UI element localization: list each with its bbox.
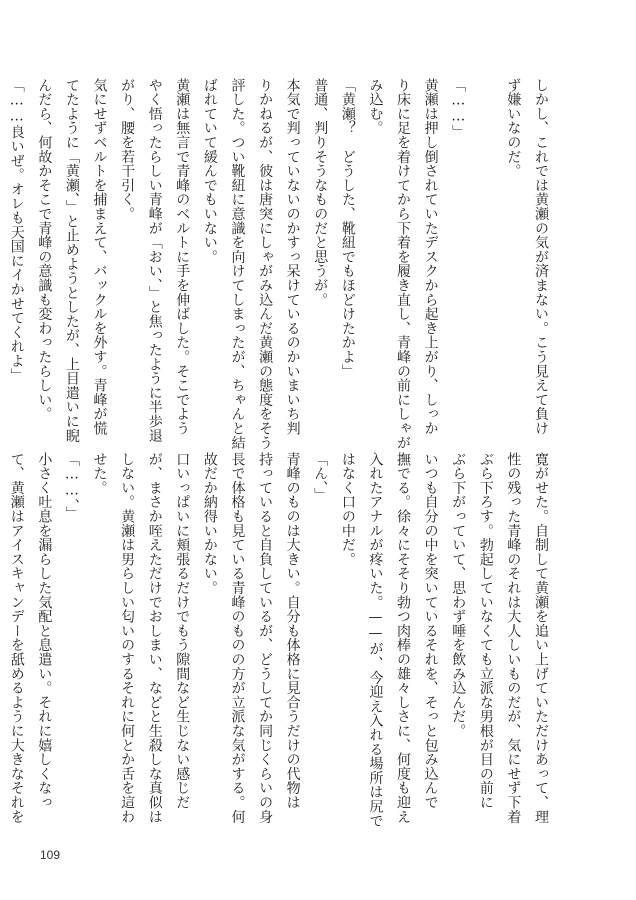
text-line: 評した。つい靴紐に意識を向けてしまったが、ちゃんと結 bbox=[229, 78, 246, 450]
page-number: 109 bbox=[40, 848, 61, 862]
text-line: ぶら下がっていて、思わず唾を飲み込んだ。 bbox=[450, 452, 467, 738]
text-line: ぶら下ろす。勃起していなくても立派な男根が目の前に bbox=[477, 452, 494, 810]
text-line: せた。 bbox=[91, 452, 108, 495]
text-line: 黄瀬は無言で青峰のベルトに手を伸ばした。そこでよう bbox=[174, 78, 191, 436]
text-line: て、黄瀬はアイスキャンデーを舐めるように大きなそれを bbox=[8, 452, 25, 824]
text-line: 青峰のものは大きい。自分も体格に見合うだけの代物は bbox=[284, 452, 301, 810]
text-line: 寛がせた。自制して黄瀬を追い上げていただけあって、理 bbox=[533, 452, 549, 824]
text-line: 本気で判っていないのかすっ呆けているのかいまいち判 bbox=[284, 78, 301, 436]
text-line: 「……、」 bbox=[63, 452, 80, 521]
text-line: やく悟ったらしい青峰が「おい、」と焦ったように半歩退 bbox=[146, 78, 163, 443]
text-line: いつも自分の中を突いているそれを、そっと包み込んで bbox=[422, 452, 439, 810]
text-line: しない。黄瀬は男らしい匂いのするそれに何とか舌を這わ bbox=[119, 452, 136, 824]
text-line: がり、腰を若干引く。 bbox=[119, 78, 136, 221]
text-line bbox=[471, 78, 499, 396]
text-line: 口いっぱいに頬張るだけでもう隙間など生じない感じだ bbox=[174, 452, 191, 810]
text-line: 「……良いぜ。オレも天国にイかせてくれよ」 bbox=[8, 78, 25, 383]
text-line: りかねるが、彼は唐突にしゃがみ込んだ黄瀬の態度をそう bbox=[257, 78, 274, 450]
text-line: 「黄瀬？ どうした、靴紐でもほどけたかよ」 bbox=[339, 78, 356, 379]
text-line: ず嫌いなのだ。 bbox=[505, 78, 522, 179]
text-line: 小さく吐息を漏らした気配と息遣い。それに嬉しくなっ bbox=[36, 452, 53, 810]
text-line: んだら、何故かそこで青峰の意識も変わったらしい。 bbox=[36, 78, 53, 422]
text-block-top bbox=[8, 78, 554, 450]
text-line: が、まさか咥えただけでおしまい、などと生殺しな真似は bbox=[146, 452, 163, 824]
text-line: 性の残った青峰のそれは大人しいものだが、気にせず下着 bbox=[505, 452, 522, 824]
text-line: てたように「黄瀬、」と止めようとしたが、上目遣いに睨 bbox=[63, 78, 80, 443]
text-line: 「……」 bbox=[450, 78, 467, 140]
text-line: 持っていると自負しているが、どうしてか同じくらいの身 bbox=[257, 452, 274, 824]
text-line: しかし、これでは黄瀬の気が済まない。こう見えて負け bbox=[533, 78, 549, 436]
text-line: 故だか納得いかない。 bbox=[201, 452, 218, 595]
text-line: 長で体格も見ている青峰のものの方が立派な気がする。何 bbox=[229, 452, 246, 824]
text-line: 普通、判りそうなものだと思うが。 bbox=[312, 78, 329, 307]
text-line: み込む。 bbox=[367, 78, 384, 136]
text-line: はなく口の中だ。 bbox=[339, 452, 356, 567]
text-line: 入れたアナルが疼いた。——が、今迎え入れる場所は尻で bbox=[367, 452, 384, 828]
text-line: ばれていて緩んでもいない。 bbox=[201, 78, 218, 264]
text-line: り床に足を着けてから下着を履き直し、青峰の前にしゃが bbox=[395, 78, 412, 450]
text-line: 「ん、」 bbox=[312, 452, 329, 503]
text-line bbox=[0, 78, 2, 396]
text-line: 撫でる。徐々にそそり勃つ肉棒の雄々しさに、何度も迎え bbox=[395, 452, 412, 824]
text-line: 黄瀬は押し倒されていたデスクから起き上がり、しっか bbox=[422, 78, 439, 436]
text-line: 気にせずベルトを捕まえて、バックルを外す。青峰が慌 bbox=[91, 78, 108, 436]
text-block-bottom bbox=[8, 452, 554, 828]
